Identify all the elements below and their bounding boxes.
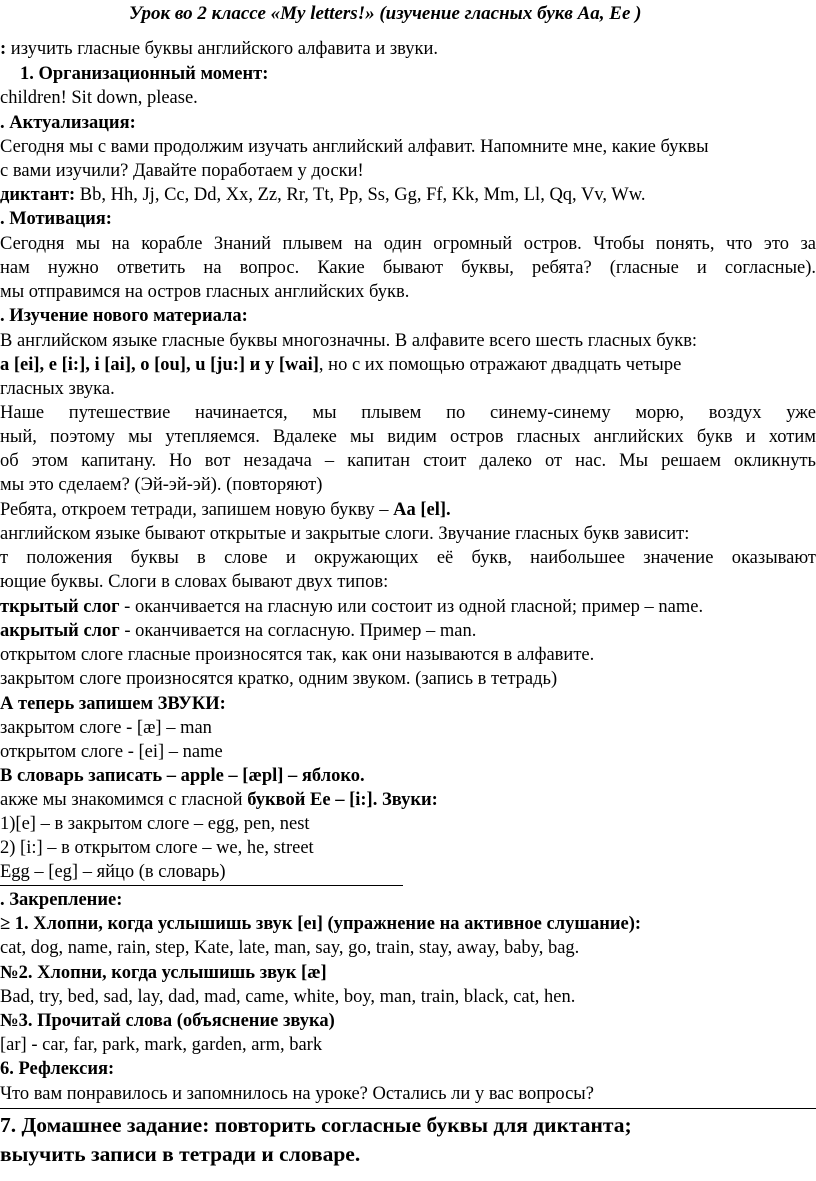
new-letter-text: Ребята, откроем тетради, запишем новую букву – <box>0 500 394 520</box>
exercise-3-heading: №3. Прочитай слова (объяснение звука) <box>0 1011 335 1031</box>
new-material-line: гласных звука. <box>0 379 115 399</box>
new-material-line: В английском языке гласные буквы многозначны. В алфавите всего шесть гласных букв: <box>0 331 698 351</box>
sound-line: закрытом слоге - [æ] – man <box>0 718 212 738</box>
actualization-paragraph-line: Сегодня мы с вами продолжим изучать английский алфавит. Напомните мне, какие буквы <box>0 137 709 157</box>
vocabulary-line: В словарь записать – apple – [æpl] – яблоко. <box>0 766 365 786</box>
divider <box>0 1108 816 1109</box>
exercise-2-words: Bad, try, bed, sad, lay, dad, mad, came, white, boy, man, train, black, cat, hen. <box>0 987 576 1007</box>
vowels-note: , но с их помощью отражают двадцать четыре <box>318 355 682 375</box>
syllables-paragraph-line: т положения буквы в слове и окружающих её букв, наибольшее значение оказывают <box>0 548 816 568</box>
ee-sound-line: Egg – [eg] – яйцо (в словарь) <box>0 862 226 882</box>
letter-ee-text: акже мы знакомимся с гласной <box>0 790 248 810</box>
section-heading-new-material: . Изучение нового материала: <box>0 306 248 326</box>
motivation-paragraph-line: мы отправимся на остров гласных английских букв. <box>0 282 410 302</box>
section-heading-organization: 1. Организационный момент: <box>20 64 269 84</box>
section-heading-actualization: . Актуализация: <box>0 113 136 133</box>
journey-paragraph-line: ный, поэтому мы утепляемся. Вдалеке мы видим остров гласных английских букв и хотим <box>0 427 816 447</box>
page-title: Урок во 2 классе «My letters!» (изучение гласных букв Aa, Ee ) <box>129 3 642 24</box>
open-syllable-text: - оканчивается на гласную или состоит из одной гласной; пример – name. <box>119 597 704 617</box>
section-heading-motivation: . Мотивация: <box>0 209 112 229</box>
ee-sound-line: 1)[e] – в закрытом слоге – egg, pen, nest <box>0 814 310 834</box>
exercise-1-heading: ≥ 1. Хлопни, когда услышишь звук [eı] (упражнение на активное слушание): <box>0 914 642 934</box>
journey-paragraph-line: Наше путешествие начинается, мы плывем по синему-синему морю, воздух уже <box>0 403 816 423</box>
journey-paragraph-line: мы это сделаем? (Эй-эй-эй). (повторяют) <box>0 475 323 495</box>
dictation-line <box>0 183 646 207</box>
open-syllable-label: ткрытый слог <box>0 597 120 617</box>
lesson-goal <box>0 37 438 61</box>
closed-syllable-label: акрытый слог <box>0 621 120 641</box>
closed-syllable-text: - оканчивается на согласную. Пример – man. <box>119 621 477 641</box>
goal-label: : <box>0 39 7 59</box>
syllables-paragraph-line: ющие буквы. Слоги в словах бывают двух типов: <box>0 572 389 592</box>
sound-line: открытом слоге - [ei] – name <box>0 742 223 762</box>
vowels-list: a [ei], e [i:], i [ai], o [ou], u [ju:] и y [wai] <box>0 355 319 375</box>
motivation-paragraph-line: нам нужно ответить на вопрос. Какие бывают буквы, ребята? (гласные и согласные). <box>0 258 816 278</box>
greeting-line: children! Sit down, please. <box>0 88 198 108</box>
letter-ee-line <box>0 788 438 812</box>
section-heading-reflection: 6. Рефлексия: <box>0 1059 115 1079</box>
syllables-paragraph-line: английском языке бывают открытые и закрытые слоги. Звучание гласных букв зависит: <box>0 524 690 544</box>
dictation-label: диктант: <box>0 185 76 205</box>
exercise-2-heading: №2. Хлопни, когда услышишь звук [æ] <box>0 963 327 983</box>
open-syllable-rule: открытом слоге гласные произносятся так, как они называются в алфавите. <box>0 645 595 665</box>
exercise-1-words: cat, dog, name, rain, step, Kate, late, man, say, go, train, stay, away, baby, bag. <box>0 938 580 958</box>
homework-line: выучить записи в тетради и словаре. <box>0 1142 361 1166</box>
vowels-line <box>0 353 681 377</box>
reflection-text: Что вам понравилось и запомнилось на уроке? Остались ли у вас вопросы? <box>0 1084 594 1104</box>
section-heading-consolidation: . Закрепление: <box>0 890 123 910</box>
closed-syllable-line <box>0 619 476 643</box>
new-letter-aa: Aa [el]. <box>393 500 451 520</box>
letter-ee-bold: буквой Ee – [i:]. Звуки: <box>247 790 438 810</box>
open-syllable-line <box>0 595 703 619</box>
divider <box>0 885 403 886</box>
dictation-letters: Bb, Hh, Jj, Cc, Dd, Xx, Zz, Rr, Tt, Pp, Ss, Gg, Ff, Kk, Mm, Ll, Qq, Vv, Ww. <box>75 185 646 205</box>
journey-paragraph-line: об этом капитану. Но вот незадача – капитан стоит далеко от нас. Мы решаем окликнуть <box>0 451 816 471</box>
closed-syllable-rule: закрытом слоге произносятся кратко, одним звуком. (запись в тетрадь) <box>0 669 558 689</box>
homework-line: 7. Домашнее задание: повторить согласные буквы для диктанта; <box>0 1113 632 1137</box>
new-letter-line <box>0 498 451 522</box>
actualization-paragraph-line: с вами изучили? Давайте поработаем у доски! <box>0 161 364 181</box>
motivation-paragraph-line: Сегодня мы на корабле Знаний плывем на один огромный остров. Чтобы понять, что это за <box>0 234 816 254</box>
goal-text: изучить гласные буквы английского алфавита и звуки. <box>6 39 439 59</box>
sounds-heading: А теперь запишем ЗВУКИ: <box>0 694 226 714</box>
exercise-3-words: [ar] - car, far, park, mark, garden, arm, bark <box>0 1035 323 1055</box>
ee-sound-line: 2) [i:] – в открытом слоге – we, he, street <box>0 838 314 858</box>
